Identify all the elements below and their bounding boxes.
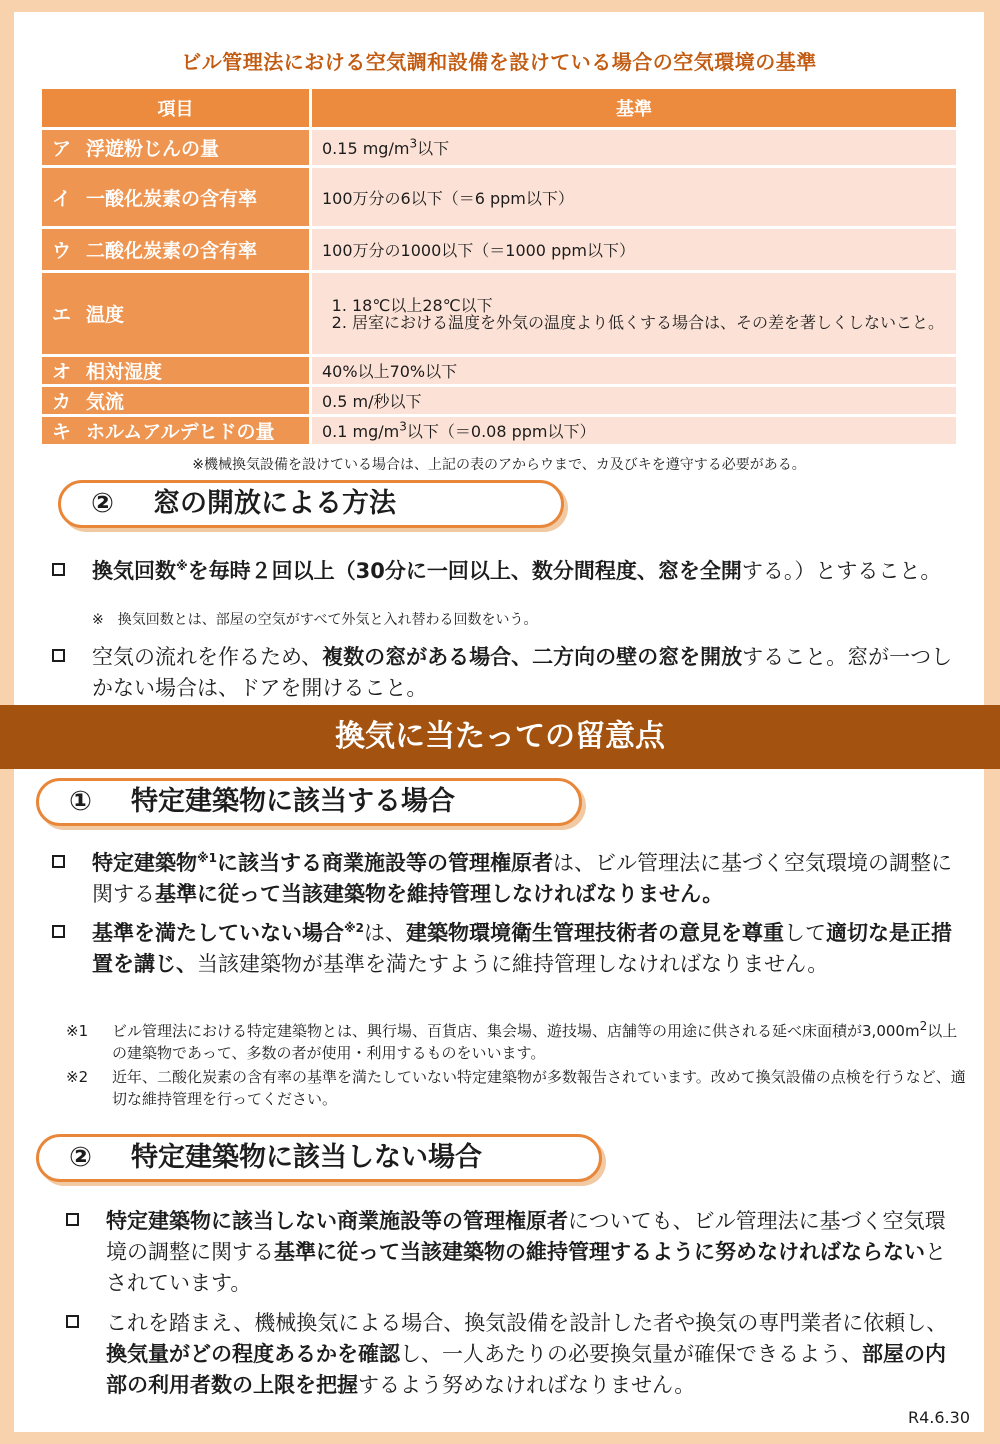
page [14, 12, 984, 1432]
row-label: ア [52, 138, 72, 160]
table-row [42, 130, 956, 165]
bullet-text: 特定建築物に該当しない商業施設等の管理権原者についても、ビル管理法に基づく空気環境の調整に関する基準に従って当該建築物の維持管理するように努めなければならないとされています。 [106, 1209, 946, 1295]
header-standard: 基準 [312, 89, 956, 127]
table-row [42, 229, 956, 270]
section-heading-specified [36, 778, 582, 826]
footnote-text: ビル管理法における特定建築物とは、興行場、百貨店、集会場、遊技場、店舗等の用途に供される延べ床面積が$3,000m^2$以上の建築物であって、多数の者が使用・利用するものをいいます。 [112, 1019, 958, 1062]
row-label: イ [52, 187, 72, 210]
row-label: キ [52, 421, 72, 443]
row-value [312, 273, 956, 354]
checkbox-icon [52, 563, 65, 576]
table-header-row [42, 89, 956, 127]
checkbox-icon [66, 1213, 79, 1226]
section-title: 窓の開放による方法 [153, 488, 396, 519]
temperature-list [322, 297, 956, 331]
checkbox-icon [66, 1315, 79, 1328]
row-name: 二酸化炭素の含有率 [86, 240, 258, 262]
footnote-2 [66, 1066, 966, 1110]
section-heading-window [58, 480, 564, 528]
row-label: ウ [52, 240, 72, 262]
row-value: 0.5 m/秒以下 [312, 387, 956, 414]
checkbox-icon [52, 649, 65, 662]
air-change-note: ※ 換気回数とは、部屋の空気がすべて外気と入れ替わる回数をいう。 [92, 612, 538, 628]
row-name: 一酸化炭素の含有率 [86, 187, 258, 210]
section-number: ② [69, 1142, 92, 1173]
banner-title: 換気に当たっての留意点 [0, 705, 1000, 769]
section-number: ② [91, 488, 114, 519]
bullet-text: 基準を満たしていない場合$^{※2}$は、建築物環境衛生管理技術者の意見を尊重して適切な是正措置を講じ、当該建築物が基準を満たすように維持管理しなければなりません。 [92, 921, 953, 976]
row-label: オ [52, 361, 72, 383]
table-row [42, 168, 956, 226]
row-value: 100万分の6以下（＝6 ppm以下） [312, 168, 956, 226]
row-name: 温度 [86, 304, 125, 326]
row-value: 100万分の1000以下（＝1000 ppm以下） [312, 229, 956, 270]
row-item [42, 168, 312, 226]
row-name: 気流 [86, 391, 125, 413]
row-item [42, 273, 312, 354]
footnote-mark: ※1 [66, 1022, 89, 1040]
footnote-1 [66, 1020, 966, 1064]
row-item [42, 357, 312, 384]
row-name: 相対湿度 [86, 361, 163, 383]
list-item: 1. 18℃以上28℃以下 [352, 297, 956, 314]
list-item: 2. 居室における温度を外気の温度より低くする場合は、その差を著しくしないこと。 [352, 314, 956, 331]
row-name: 浮遊粉じんの量 [86, 138, 220, 160]
row-item [42, 387, 312, 414]
bullet-text: 空気の流れを作るため、複数の窓がある場合、二方向の壁の窓を開放すること。窓が一つしかない場合は、ドアを開けること。 [92, 645, 953, 700]
section-heading-non-specified [36, 1134, 602, 1182]
row-value: 0.15 $mg/m^3$以下 [312, 130, 956, 165]
section-number: ① [69, 786, 92, 817]
table-title: ビル管理法における空気調和設備を設けている場合の空気環境の基準 [181, 50, 817, 74]
table-row [42, 273, 956, 354]
table-row [42, 417, 956, 444]
row-value: 0.1 $mg/m^3$以下（＝0.08 ppm以下） [312, 417, 956, 444]
bullet-text: これを踏まえ、機械換気による場合、換気設備を設計した者や換気の専門業者に依頼し、換気量がどの程度あるかを確認し、一人あたりの必要換気量が確保できるよう、部屋の内部の利用者数の上限を把握するよう努めなければなりません。 [106, 1311, 948, 1397]
bullet-text: 特定建築物$^{※1}$に該当する商業施設等の管理権原者は、ビル管理法に基づく空気環境の調整に関する基準に従って当該建築物を維持管理しなければなりません。 [92, 851, 953, 906]
checkbox-icon [52, 925, 65, 938]
row-item [42, 417, 312, 444]
footnote-mark: ※2 [66, 1068, 89, 1086]
document-date: R4.6.30 [907, 1408, 970, 1427]
section-title: 特定建築物に該当する場合 [131, 786, 455, 817]
bullet-text: 換気回数※を毎時２回以上（30分に一回以上、数分間程度、窓を全開する。）とすること。 [92, 559, 942, 583]
checkbox-icon [52, 855, 65, 868]
row-value: 40%以上70%以下 [312, 357, 956, 384]
air-standard-table [42, 86, 956, 447]
row-item [42, 229, 312, 270]
table-row [42, 357, 956, 384]
row-label: エ [52, 304, 72, 326]
row-item [42, 130, 312, 165]
row-label: カ [52, 391, 72, 413]
footnote-text: 近年、二酸化炭素の含有率の基準を満たしていない特定建築物が多数報告されています。改めて換気設備の点検を行うなど、適切な維持管理を行ってください。 [112, 1068, 966, 1108]
section-title: 特定建築物に該当しない場合 [131, 1142, 482, 1173]
table-note: ※機械換気設備を設けている場合は、上記の表のアからウまで、カ及びキを遵守する必要がある。 [192, 457, 806, 473]
table-row [42, 387, 956, 414]
row-name: ホルムアルデヒドの量 [86, 421, 275, 443]
header-item: 項目 [42, 89, 312, 127]
